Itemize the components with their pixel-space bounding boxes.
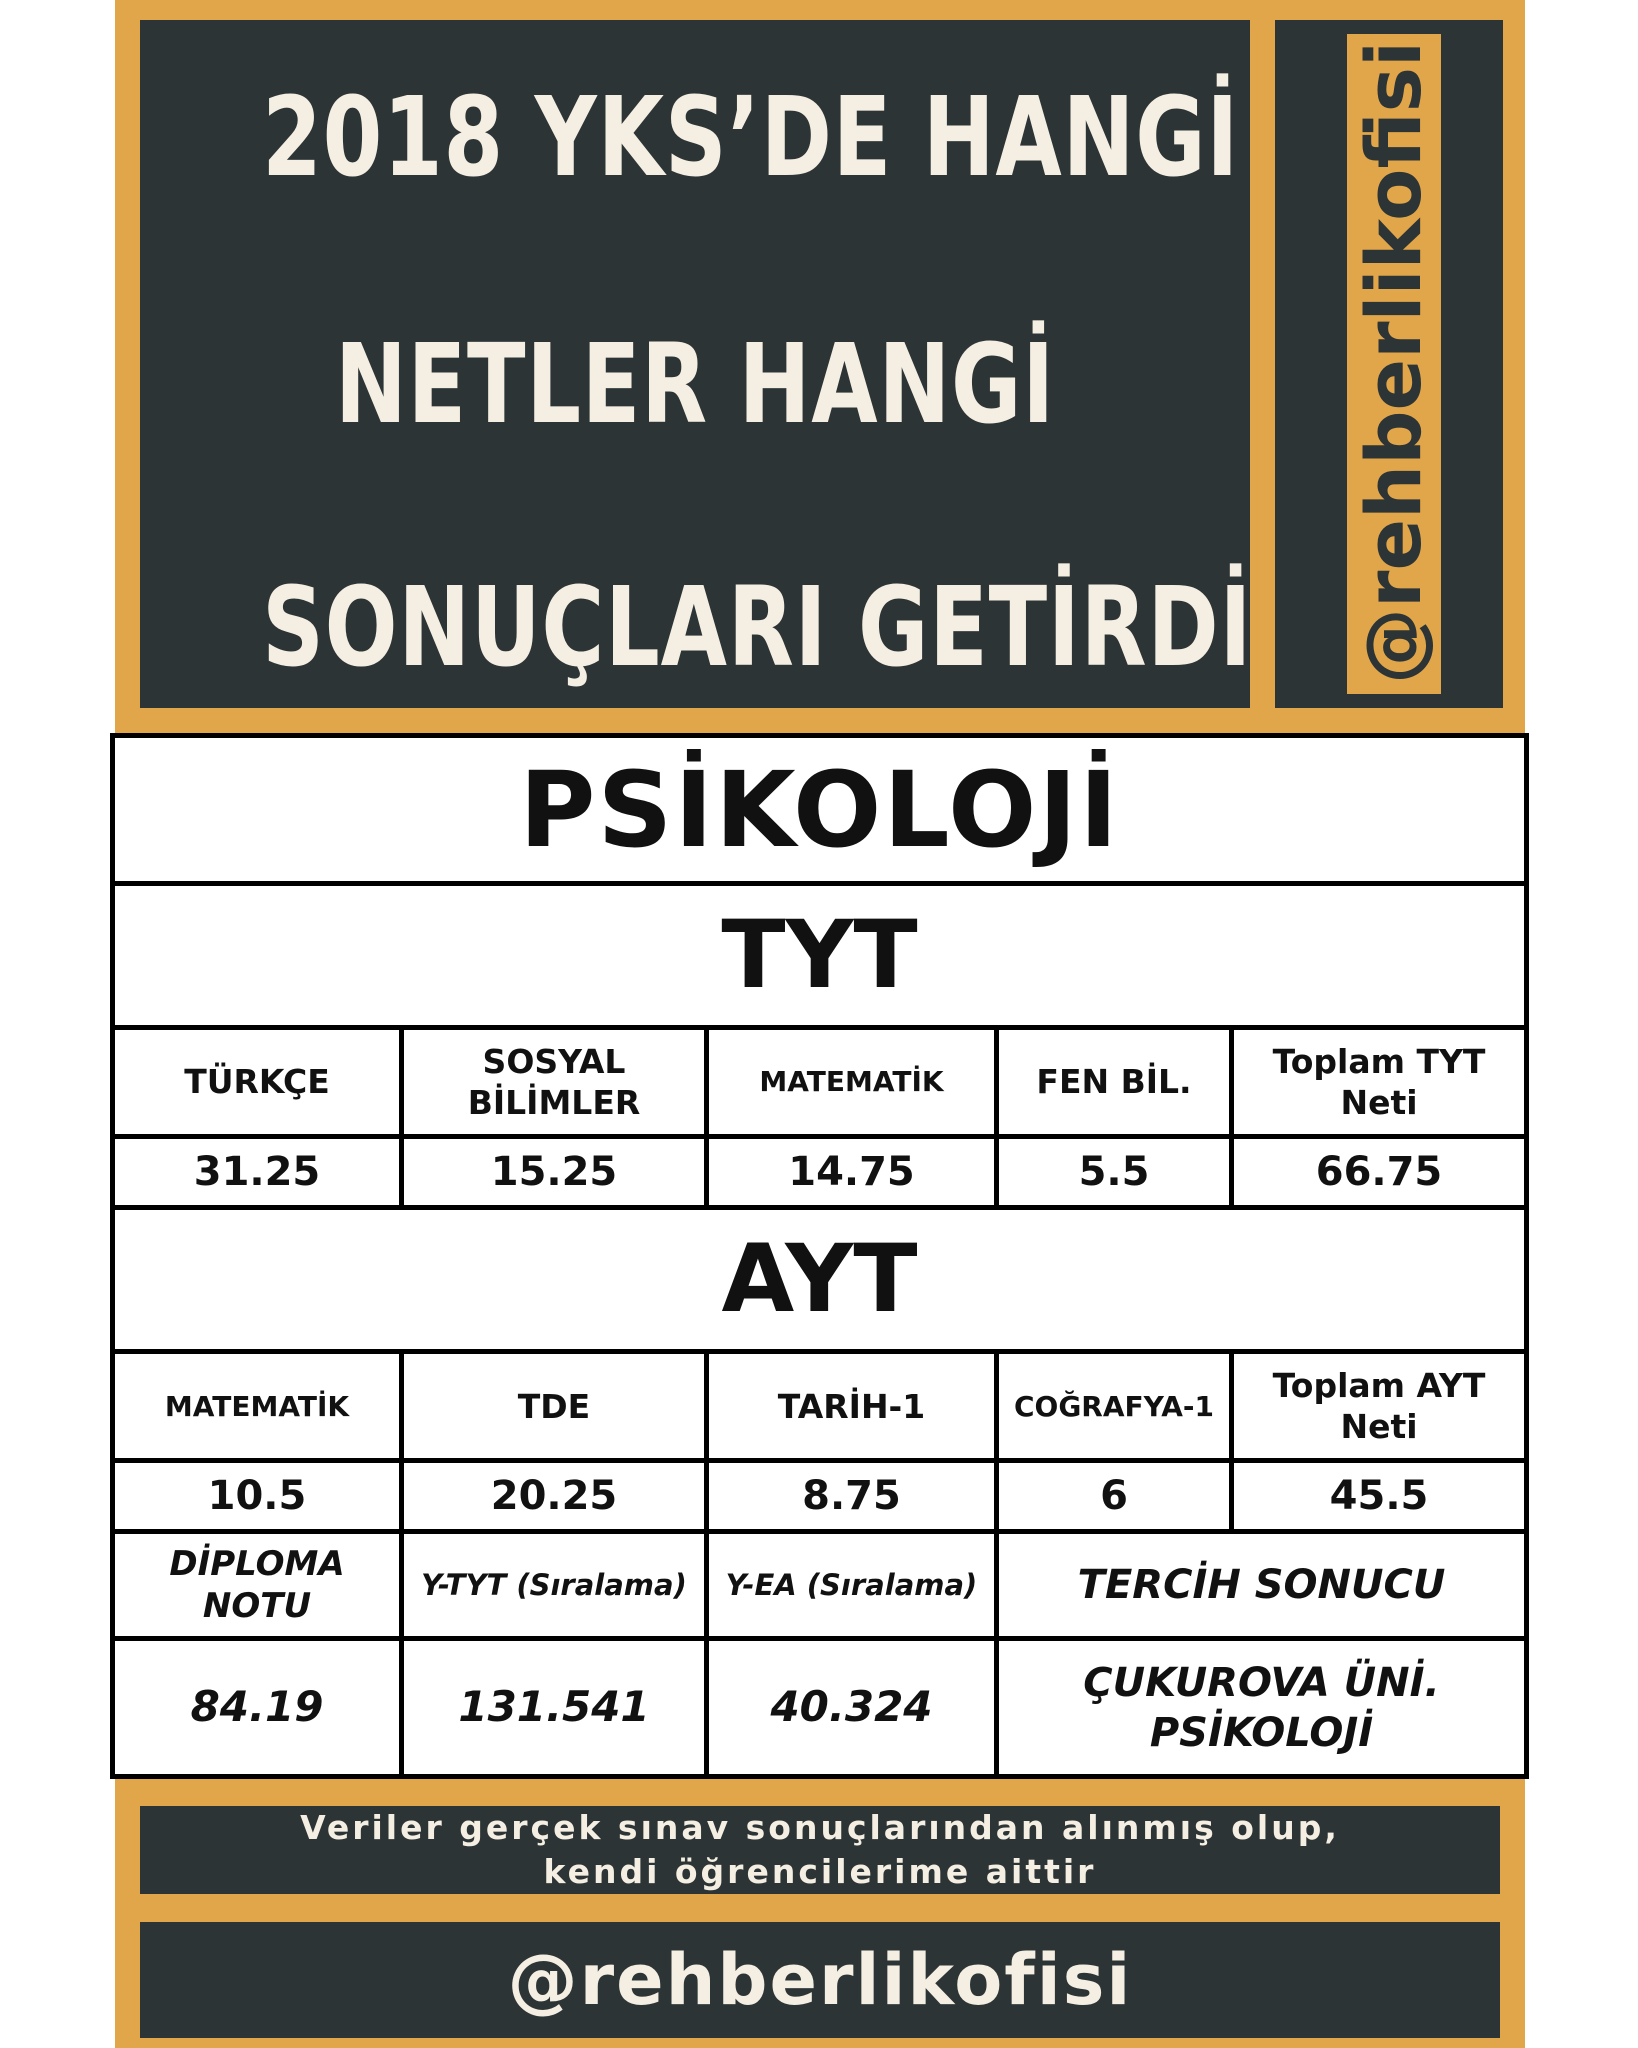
summary-value-tercih: ÇUKUROVA ÜNİ. PSİKOLOJİ	[997, 1639, 1527, 1777]
ayt-value-row	[113, 1461, 1527, 1532]
ayt-header-row	[113, 1352, 1527, 1461]
tyt-title-row	[113, 884, 1527, 1028]
ayt-value-tarih: 8.75	[707, 1461, 997, 1532]
ayt-title-row	[113, 1208, 1527, 1352]
summary-header-row	[113, 1532, 1527, 1639]
tyt-value-matematik: 14.75	[707, 1136, 997, 1207]
summary-header-diploma: DİPLOMA NOTU	[113, 1532, 402, 1639]
title-line-3: SONUÇLARI GETİRDİ	[262, 563, 1253, 691]
ayt-header-tarih: TARİH-1	[707, 1352, 997, 1461]
tyt-header-turkce: TÜRKÇE	[113, 1028, 402, 1137]
tyt-header-matematik: MATEMATİK	[707, 1028, 997, 1137]
disclaimer-line-1: Veriler gerçek sınav sonuçlarından alınmış olup,	[300, 1808, 1340, 1847]
results-table	[110, 733, 1529, 1779]
tyt-value-row	[113, 1136, 1527, 1207]
tyt-header-toplam: Toplam TYT Neti	[1232, 1028, 1527, 1137]
footer-handle: @rehberlikofisi	[140, 1922, 1500, 2038]
ayt-value-toplam: 45.5	[1232, 1461, 1527, 1532]
summary-value-yea: 40.324	[707, 1639, 997, 1777]
summary-value-row	[113, 1639, 1527, 1777]
summary-header-tercih: TERCİH SONUCU	[997, 1532, 1527, 1639]
tyt-value-fen: 5.5	[997, 1136, 1232, 1207]
ayt-header-cografya: COĞRAFYA-1	[997, 1352, 1232, 1461]
department-row	[113, 736, 1527, 884]
ayt-header-matematik: MATEMATİK	[113, 1352, 402, 1461]
ayt-value-tde: 20.25	[402, 1461, 707, 1532]
tyt-header-row	[113, 1028, 1527, 1137]
title-panel	[140, 20, 1253, 708]
tyt-header-fen: FEN BİL.	[997, 1028, 1232, 1137]
tyt-value-sosyal: 15.25	[402, 1136, 707, 1207]
summary-header-yea: Y-EA (Sıralama)	[707, 1532, 997, 1639]
tyt-value-toplam: 66.75	[1232, 1136, 1527, 1207]
side-handle-tag	[1347, 34, 1441, 694]
title-line-2: NETLER HANGİ	[335, 320, 1055, 448]
side-handle-text: @rehberlikofisi	[1349, 41, 1438, 684]
tyt-title: TYT	[113, 884, 1527, 1028]
summary-value-ytyt: 131.541	[402, 1639, 707, 1777]
ayt-value-matematik: 10.5	[113, 1461, 402, 1532]
ayt-title: AYT	[113, 1208, 1527, 1352]
disclaimer-line-2: kendi öğrencilerime aittir	[543, 1852, 1097, 1891]
tyt-header-sosyal: SOSYAL BİLİMLER	[402, 1028, 707, 1137]
ayt-value-cografya: 6	[997, 1461, 1232, 1532]
department-title: PSİKOLOJİ	[113, 736, 1527, 884]
ayt-header-toplam: Toplam AYT Neti	[1232, 1352, 1527, 1461]
ayt-header-tde: TDE	[402, 1352, 707, 1461]
summary-header-ytyt: Y-TYT (Sıralama)	[402, 1532, 707, 1639]
title-line-1: 2018 YKS’DE HANGİ	[262, 73, 1240, 201]
tyt-value-turkce: 31.25	[113, 1136, 402, 1207]
summary-value-diploma: 84.19	[113, 1639, 402, 1777]
disclaimer-banner	[140, 1806, 1500, 1894]
